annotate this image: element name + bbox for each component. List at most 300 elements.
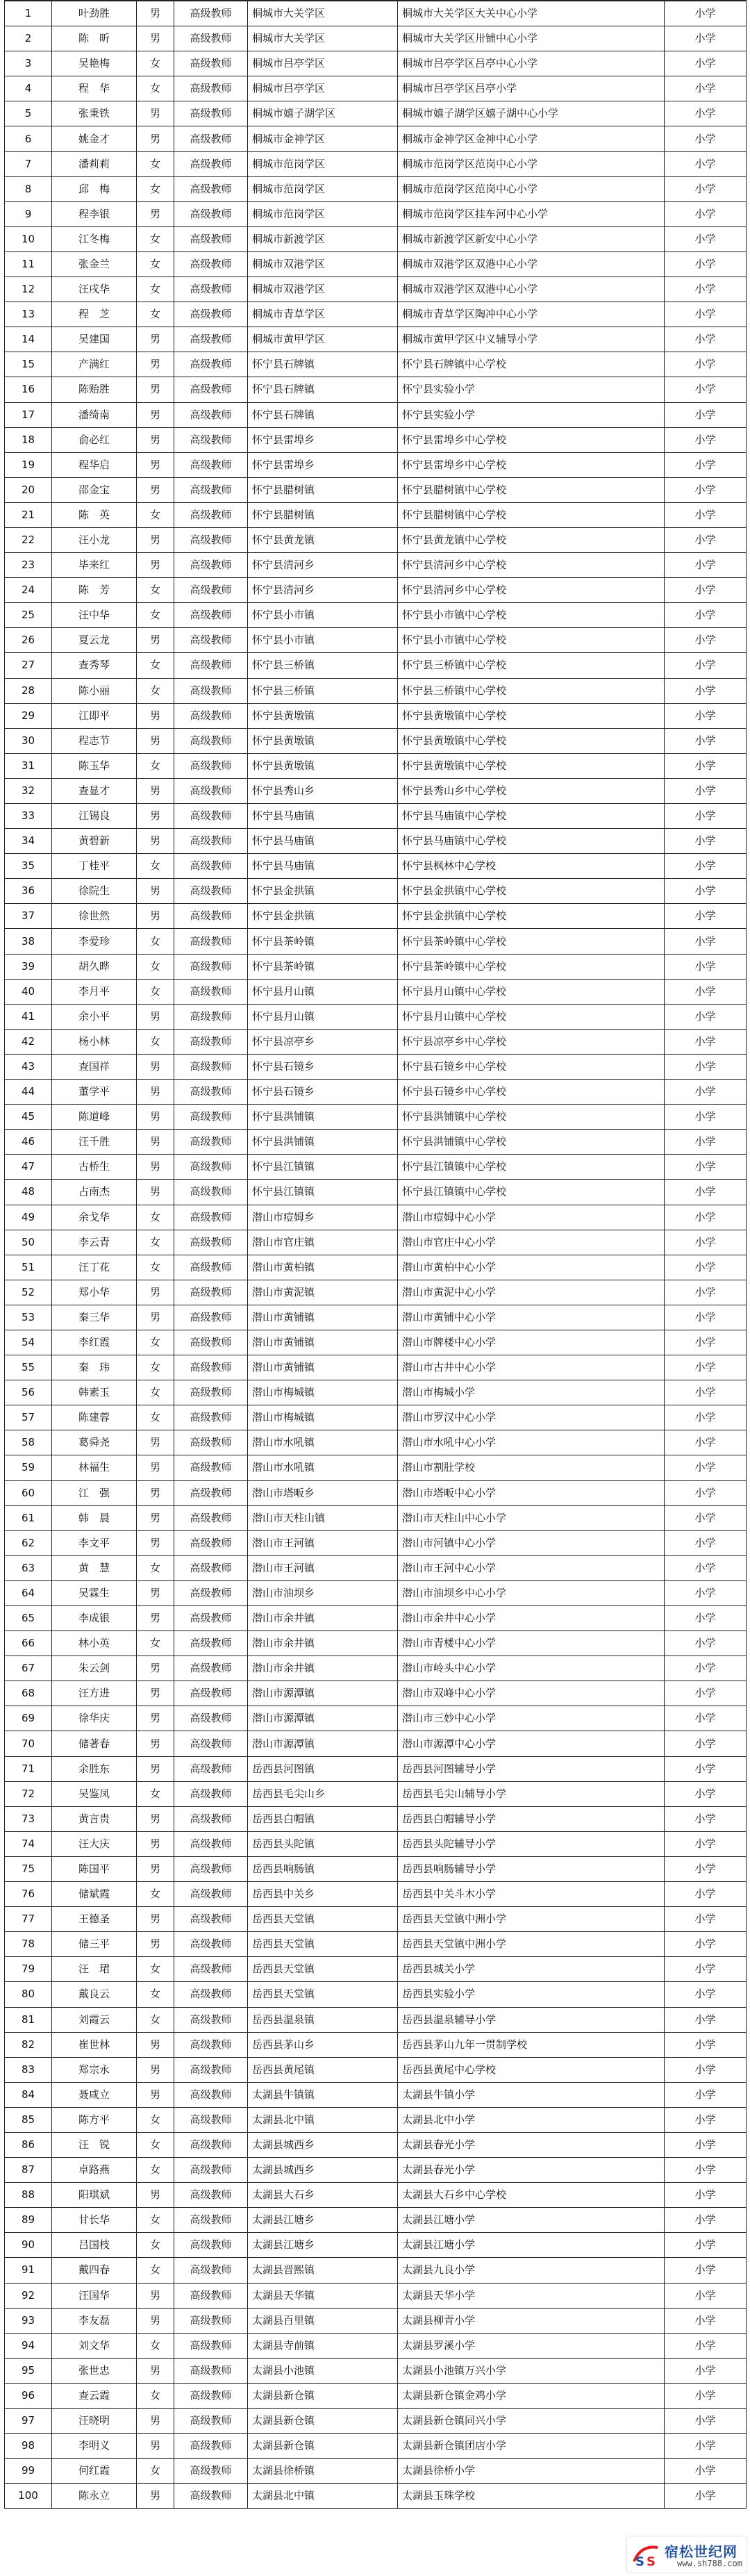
gender-cell: 女: [137, 653, 174, 678]
table-row: [5, 427, 747, 452]
level-cell: 小学: [665, 1355, 747, 1380]
area-cell: 桐城市范岗学区: [248, 201, 398, 226]
area-cell: 怀宁县小市镇: [248, 603, 398, 628]
school-cell: 潜山市河镇中心小学: [398, 1530, 665, 1555]
title-cell: 高级教师: [174, 2333, 248, 2358]
school-cell: 怀宁县月山镇中心学校: [398, 1004, 665, 1029]
level-cell: 小学: [665, 452, 747, 477]
area-cell: 潜山市痘姆乡: [248, 1205, 398, 1230]
row-index-cell: 14: [5, 327, 52, 352]
area-cell: 太湖县新仓镇: [248, 2434, 398, 2459]
table-body: [5, 1, 747, 2509]
title-cell: 高级教师: [174, 1080, 248, 1105]
level-cell: 小学: [665, 628, 747, 653]
school-cell: 岳西县头陀辅导小学: [398, 1831, 665, 1856]
row-index-cell: 3: [5, 51, 52, 76]
teacher-name-cell: 储斌霞: [52, 1882, 137, 1907]
teacher-name-cell: 李成银: [52, 1606, 137, 1631]
title-cell: 高级教师: [174, 2358, 248, 2383]
site-watermark-logo: [626, 2536, 747, 2573]
title-cell: 高级教师: [174, 1731, 248, 1756]
school-cell: 太湖县新仓镇同兴小学: [398, 2409, 665, 2434]
row-index-cell: 59: [5, 1455, 52, 1480]
title-cell: 高级教师: [174, 879, 248, 904]
table-row: [5, 1380, 747, 1405]
area-cell: 桐城市范岗学区: [248, 176, 398, 201]
title-cell: 高级教师: [174, 477, 248, 502]
table-row: [5, 2233, 747, 2258]
school-cell: 太湖县大石乡中心学校: [398, 2183, 665, 2208]
school-cell: 太湖县江塘小学: [398, 2233, 665, 2258]
area-cell: 怀宁县清河乡: [248, 578, 398, 603]
row-index-cell: 57: [5, 1405, 52, 1430]
level-cell: 小学: [665, 51, 747, 76]
teacher-name-cell: 刘霞云: [52, 2007, 137, 2032]
area-cell: 怀宁县金拱镇: [248, 904, 398, 929]
level-cell: 小学: [665, 2409, 747, 2434]
gender-cell: 男: [137, 1907, 174, 1932]
table-row: [5, 1455, 747, 1480]
teacher-name-cell: 陈贻胜: [52, 377, 137, 402]
school-cell: 怀宁县腊树镇中心学校: [398, 477, 665, 502]
area-cell: 桐城市双港学区: [248, 277, 398, 302]
area-cell: 太湖县新仓镇: [248, 2383, 398, 2408]
gender-cell: 男: [137, 904, 174, 929]
row-index-cell: 10: [5, 226, 52, 251]
teacher-name-cell: 张秉铁: [52, 101, 137, 126]
area-cell: 岳西县河图镇: [248, 1756, 398, 1781]
row-index-cell: 94: [5, 2333, 52, 2358]
teacher-name-cell: 胡久晔: [52, 954, 137, 979]
level-cell: 小学: [665, 2183, 747, 2208]
gender-cell: 女: [137, 753, 174, 778]
area-cell: 怀宁县小市镇: [248, 628, 398, 653]
title-cell: 高级教师: [174, 1831, 248, 1856]
gender-cell: 女: [137, 2208, 174, 2233]
school-cell: 怀宁县凉亭乡中心学校: [398, 1029, 665, 1054]
table-row: [5, 2032, 747, 2057]
title-cell: 高级教师: [174, 1054, 248, 1079]
title-cell: 高级教师: [174, 2434, 248, 2459]
row-index-cell: 21: [5, 502, 52, 527]
teacher-name-cell: 江 强: [52, 1480, 137, 1505]
area-cell: 潜山市水吼镇: [248, 1430, 398, 1455]
row-index-cell: 55: [5, 1355, 52, 1380]
gender-cell: 女: [137, 1380, 174, 1405]
teacher-name-cell: 陈建蓉: [52, 1405, 137, 1430]
title-cell: 高级教师: [174, 1130, 248, 1155]
school-cell: 怀宁县黄龙镇中心学校: [398, 527, 665, 552]
row-index-cell: 95: [5, 2358, 52, 2383]
row-index-cell: 23: [5, 553, 52, 578]
level-cell: 小学: [665, 1806, 747, 1831]
level-cell: 小学: [665, 2107, 747, 2132]
table-row: [5, 2283, 747, 2308]
teacher-name-cell: 郑小华: [52, 1280, 137, 1305]
school-cell: 桐城市吕亭学区吕亭小学: [398, 76, 665, 101]
level-cell: 小学: [665, 2383, 747, 2408]
title-cell: 高级教师: [174, 2007, 248, 2032]
teacher-name-cell: 吴鉴凤: [52, 1781, 137, 1806]
area-cell: 潜山市源潭镇: [248, 1681, 398, 1706]
table-row: [5, 151, 747, 176]
row-index-cell: 9: [5, 201, 52, 226]
table-row: [5, 1555, 747, 1580]
teacher-name-cell: 秦三华: [52, 1305, 137, 1330]
table-row: [5, 1856, 747, 1881]
area-cell: 桐城市大关学区: [248, 1, 398, 26]
title-cell: 高级教师: [174, 1606, 248, 1631]
row-index-cell: 43: [5, 1054, 52, 1079]
level-cell: 小学: [665, 226, 747, 251]
school-cell: 潜山市青楼中心小学: [398, 1631, 665, 1656]
school-cell: 怀宁县三桥镇中心学校: [398, 678, 665, 703]
svg-text:S: S: [635, 2554, 644, 2568]
area-cell: 岳西县响肠镇: [248, 1856, 398, 1881]
title-cell: 高级教师: [174, 277, 248, 302]
table-row: [5, 1505, 747, 1530]
level-cell: 小学: [665, 477, 747, 502]
school-cell: 怀宁县小市镇中心学校: [398, 603, 665, 628]
row-index-cell: 87: [5, 2158, 52, 2183]
level-cell: 小学: [665, 1405, 747, 1430]
title-cell: 高级教师: [174, 2308, 248, 2333]
title-cell: 高级教师: [174, 1, 248, 26]
school-cell: 岳西县中关斗木小学: [398, 1882, 665, 1907]
gender-cell: 男: [137, 1305, 174, 1330]
gender-cell: 女: [137, 2233, 174, 2258]
area-cell: 太湖县江塘乡: [248, 2208, 398, 2233]
school-cell: 岳西县河图辅导小学: [398, 1756, 665, 1781]
row-index-cell: 69: [5, 1706, 52, 1731]
level-cell: 小学: [665, 603, 747, 628]
row-index-cell: 2: [5, 26, 52, 51]
area-cell: 怀宁县马庙镇: [248, 829, 398, 854]
gender-cell: 女: [137, 251, 174, 276]
row-index-cell: 16: [5, 377, 52, 402]
area-cell: 潜山市余井镇: [248, 1631, 398, 1656]
row-index-cell: 39: [5, 954, 52, 979]
level-cell: 小学: [665, 2258, 747, 2283]
level-cell: 小学: [665, 1505, 747, 1530]
level-cell: 小学: [665, 352, 747, 377]
title-cell: 高级教师: [174, 1180, 248, 1205]
teacher-name-cell: 夏云龙: [52, 628, 137, 653]
school-cell: 桐城市双港学区双港中心小学: [398, 251, 665, 276]
school-cell: 太湖县春光小学: [398, 2158, 665, 2183]
table-row: [5, 804, 747, 829]
table-row: [5, 527, 747, 552]
teacher-name-cell: 李月平: [52, 979, 137, 1004]
teacher-name-cell: 产满红: [52, 352, 137, 377]
row-index-cell: 46: [5, 1130, 52, 1155]
table-row: [5, 302, 747, 327]
row-index-cell: 64: [5, 1580, 52, 1605]
area-cell: 怀宁县黄龙镇: [248, 527, 398, 552]
row-index-cell: 32: [5, 778, 52, 803]
table-row: [5, 1731, 747, 1756]
row-index-cell: 34: [5, 829, 52, 854]
teacher-name-cell: 汪方进: [52, 1681, 137, 1706]
level-cell: 小学: [665, 2308, 747, 2333]
table-row: [5, 2484, 747, 2509]
gender-cell: 男: [137, 1580, 174, 1605]
teacher-name-cell: 潘绮南: [52, 402, 137, 427]
teacher-name-cell: 程李银: [52, 201, 137, 226]
teacher-name-cell: 查国祥: [52, 1054, 137, 1079]
area-cell: 怀宁县石牌镇: [248, 377, 398, 402]
school-cell: 怀宁县小市镇中心学校: [398, 628, 665, 653]
level-cell: 小学: [665, 2032, 747, 2057]
level-cell: 小学: [665, 854, 747, 879]
level-cell: 小学: [665, 2057, 747, 2082]
level-cell: 小学: [665, 1029, 747, 1054]
level-cell: 小学: [665, 327, 747, 352]
level-cell: 小学: [665, 2459, 747, 2484]
area-cell: 怀宁县凉亭乡: [248, 1029, 398, 1054]
gender-cell: 男: [137, 477, 174, 502]
level-cell: 小学: [665, 2007, 747, 2032]
row-index-cell: 61: [5, 1505, 52, 1530]
gender-cell: 女: [137, 176, 174, 201]
table-row: [5, 1080, 747, 1105]
table-row: [5, 1405, 747, 1430]
level-cell: 小学: [665, 1781, 747, 1806]
teacher-name-cell: 叶劲胜: [52, 1, 137, 26]
area-cell: 潜山市水吼镇: [248, 1455, 398, 1480]
level-cell: 小学: [665, 402, 747, 427]
gender-cell: 男: [137, 1280, 174, 1305]
teacher-name-cell: 戴良云: [52, 1982, 137, 2007]
row-index-cell: 88: [5, 2183, 52, 2208]
row-index-cell: 42: [5, 1029, 52, 1054]
teacher-name-cell: 汪 锐: [52, 2132, 137, 2157]
level-cell: 小学: [665, 1932, 747, 1957]
row-index-cell: 27: [5, 653, 52, 678]
area-cell: 怀宁县石牌镇: [248, 402, 398, 427]
area-cell: 太湖县百里镇: [248, 2308, 398, 2333]
area-cell: 岳西县天堂镇: [248, 1907, 398, 1932]
area-cell: 怀宁县腊树镇: [248, 502, 398, 527]
level-cell: 小学: [665, 879, 747, 904]
teacher-name-cell: 杨小林: [52, 1029, 137, 1054]
teacher-name-cell: 吕国枝: [52, 2233, 137, 2258]
title-cell: 高级教师: [174, 1882, 248, 1907]
row-index-cell: 40: [5, 979, 52, 1004]
title-cell: 高级教师: [174, 578, 248, 603]
gender-cell: 女: [137, 51, 174, 76]
title-cell: 高级教师: [174, 1029, 248, 1054]
gender-cell: 男: [137, 1004, 174, 1029]
row-index-cell: 4: [5, 76, 52, 101]
area-cell: 太湖县江塘乡: [248, 2233, 398, 2258]
school-cell: 桐城市青草学区陶冲中心小学: [398, 302, 665, 327]
school-cell: 潜山市官庄中心小学: [398, 1230, 665, 1255]
title-cell: 高级教师: [174, 327, 248, 352]
teacher-name-cell: 程 芝: [52, 302, 137, 327]
gender-cell: 男: [137, 1681, 174, 1706]
level-cell: 小学: [665, 2158, 747, 2183]
teacher-name-cell: 郑宗永: [52, 2057, 137, 2082]
table-row: [5, 327, 747, 352]
title-cell: 高级教师: [174, 653, 248, 678]
teacher-name-cell: 徐华庆: [52, 1706, 137, 1731]
level-cell: 小学: [665, 1054, 747, 1079]
gender-cell: 男: [137, 1806, 174, 1831]
row-index-cell: 30: [5, 728, 52, 753]
title-cell: 高级教师: [174, 2383, 248, 2408]
area-cell: 潜山市黄铺镇: [248, 1330, 398, 1355]
row-index-cell: 74: [5, 1831, 52, 1856]
row-index-cell: 38: [5, 929, 52, 954]
school-cell: 桐城市范岗学区范岗中心小学: [398, 176, 665, 201]
gender-cell: 男: [137, 1455, 174, 1480]
title-cell: 高级教师: [174, 753, 248, 778]
teacher-name-cell: 葛舜尧: [52, 1430, 137, 1455]
level-cell: 小学: [665, 1907, 747, 1932]
table-row: [5, 2459, 747, 2484]
school-cell: 岳西县实验小学: [398, 1982, 665, 2007]
area-cell: 潜山市梅城镇: [248, 1405, 398, 1430]
title-cell: 高级教师: [174, 1480, 248, 1505]
table-row: [5, 1656, 747, 1681]
teacher-name-cell: 黄言贵: [52, 1806, 137, 1831]
teacher-name-cell: 汪千胜: [52, 1130, 137, 1155]
gender-cell: 男: [137, 778, 174, 803]
teacher-name-cell: 李明义: [52, 2434, 137, 2459]
area-cell: 潜山市源潭镇: [248, 1731, 398, 1756]
teacher-name-cell: 查秀琴: [52, 653, 137, 678]
row-index-cell: 37: [5, 904, 52, 929]
level-cell: 小学: [665, 1, 747, 26]
area-cell: 桐城市大关学区: [248, 26, 398, 51]
title-cell: 高级教师: [174, 402, 248, 427]
school-cell: 怀宁县江镇镇中心学校: [398, 1180, 665, 1205]
gender-cell: 女: [137, 603, 174, 628]
level-cell: 小学: [665, 1330, 747, 1355]
teacher-name-cell: 林小英: [52, 1631, 137, 1656]
gender-cell: 男: [137, 327, 174, 352]
level-cell: 小学: [665, 929, 747, 954]
title-cell: 高级教师: [174, 1355, 248, 1380]
gender-cell: 男: [137, 1756, 174, 1781]
school-cell: 怀宁县枫林中心学校: [398, 854, 665, 879]
school-cell: 岳西县温泉辅导小学: [398, 2007, 665, 2032]
table-row: [5, 2358, 747, 2383]
teacher-name-cell: 阳琪斌: [52, 2183, 137, 2208]
table-row: [5, 1029, 747, 1054]
row-index-cell: 53: [5, 1305, 52, 1330]
area-cell: 怀宁县雷埠乡: [248, 427, 398, 452]
table-row: [5, 553, 747, 578]
row-index-cell: 80: [5, 1982, 52, 2007]
area-cell: 桐城市新渡学区: [248, 226, 398, 251]
gender-cell: 女: [137, 2007, 174, 2032]
row-index-cell: 52: [5, 1280, 52, 1305]
row-index-cell: 15: [5, 352, 52, 377]
title-cell: 高级教师: [174, 201, 248, 226]
school-cell: 太湖县北中小学: [398, 2107, 665, 2132]
table-row: [5, 2258, 747, 2283]
title-cell: 高级教师: [174, 979, 248, 1004]
gender-cell: 女: [137, 854, 174, 879]
gender-cell: 女: [137, 2132, 174, 2157]
teacher-name-cell: 汪丁花: [52, 1255, 137, 1280]
gender-cell: 男: [137, 2032, 174, 2057]
teacher-name-cell: 陈 英: [52, 502, 137, 527]
gender-cell: 女: [137, 1255, 174, 1280]
school-cell: 潜山市黄铺中心小学: [398, 1305, 665, 1330]
gender-cell: 男: [137, 1155, 174, 1180]
school-cell: 怀宁县黄墩镇中心学校: [398, 753, 665, 778]
level-cell: 小学: [665, 1180, 747, 1205]
table-row: [5, 2333, 747, 2358]
gender-cell: 女: [137, 2158, 174, 2183]
gender-cell: 男: [137, 2484, 174, 2509]
teacher-name-cell: 黄 慧: [52, 1555, 137, 1580]
level-cell: 小学: [665, 26, 747, 51]
area-cell: 岳西县黄尾镇: [248, 2057, 398, 2082]
school-cell: 太湖县牛镇小学: [398, 2082, 665, 2107]
row-index-cell: 98: [5, 2434, 52, 2459]
title-cell: 高级教师: [174, 678, 248, 703]
row-index-cell: 72: [5, 1781, 52, 1806]
gender-cell: 男: [137, 427, 174, 452]
area-cell: 岳西县茅山乡: [248, 2032, 398, 2057]
row-index-cell: 89: [5, 2208, 52, 2233]
title-cell: 高级教师: [174, 628, 248, 653]
gender-cell: 女: [137, 678, 174, 703]
gender-cell: 女: [137, 1205, 174, 1230]
gender-cell: 男: [137, 527, 174, 552]
row-index-cell: 41: [5, 1004, 52, 1029]
area-cell: 潜山市官庄镇: [248, 1230, 398, 1255]
school-cell: 怀宁县月山镇中心学校: [398, 979, 665, 1004]
row-index-cell: 97: [5, 2409, 52, 2434]
school-cell: 怀宁县石牌镇中心学校: [398, 352, 665, 377]
row-index-cell: 24: [5, 578, 52, 603]
gender-cell: 女: [137, 2459, 174, 2484]
row-index-cell: 6: [5, 126, 52, 151]
row-index-cell: 44: [5, 1080, 52, 1105]
school-cell: 岳西县毛尖山辅导小学: [398, 1781, 665, 1806]
table-row: [5, 854, 747, 879]
table-row: [5, 1180, 747, 1205]
teacher-name-cell: 邵金宝: [52, 477, 137, 502]
school-cell: 太湖县春光小学: [398, 2132, 665, 2157]
area-cell: 潜山市源潭镇: [248, 1706, 398, 1731]
row-index-cell: 50: [5, 1230, 52, 1255]
school-cell: 怀宁县清河乡中心学校: [398, 553, 665, 578]
row-index-cell: 35: [5, 854, 52, 879]
row-index-cell: 67: [5, 1656, 52, 1681]
table-row: [5, 753, 747, 778]
table-row: [5, 703, 747, 728]
level-cell: 小学: [665, 2283, 747, 2308]
table-row: [5, 1230, 747, 1255]
teacher-name-cell: 程志节: [52, 728, 137, 753]
row-index-cell: 62: [5, 1530, 52, 1555]
teacher-name-cell: 朱云剑: [52, 1656, 137, 1681]
school-cell: 桐城市黄甲学区中义辅导小学: [398, 327, 665, 352]
title-cell: 高级教师: [174, 728, 248, 753]
level-cell: 小学: [665, 151, 747, 176]
level-cell: 小学: [665, 377, 747, 402]
level-cell: 小学: [665, 126, 747, 151]
school-cell: 怀宁县石镜乡中心学校: [398, 1080, 665, 1105]
gender-cell: 男: [137, 1480, 174, 1505]
level-cell: 小学: [665, 1480, 747, 1505]
